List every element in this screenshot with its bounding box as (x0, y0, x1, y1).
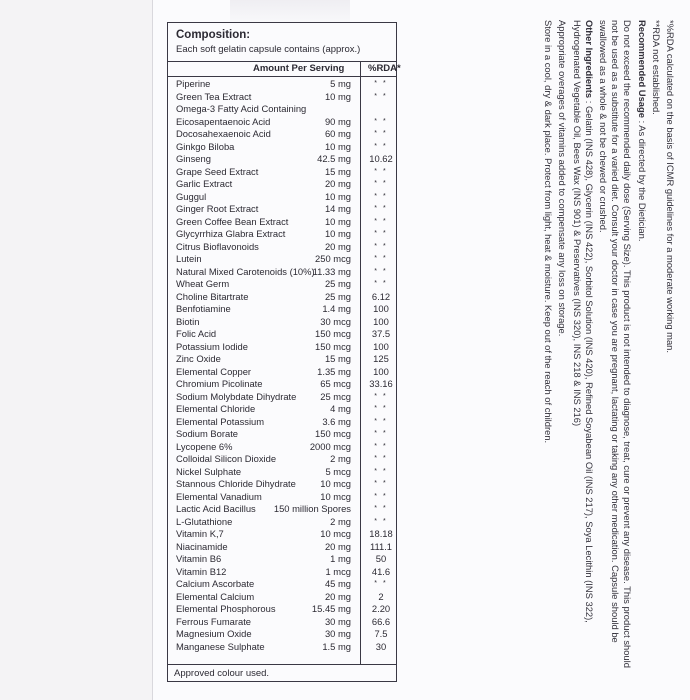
table-row (168, 566, 396, 579)
ingredient-amount: 90 mg (324, 115, 351, 127)
side-notes-area (408, 20, 676, 680)
ingredient-rows (168, 78, 396, 653)
ingredient-rda: 111.1 (369, 540, 393, 552)
ingredient-name: Potassium Iodide (176, 340, 248, 352)
ingredient-amount: 1.35 mg (317, 365, 351, 377)
table-row (168, 141, 396, 154)
usage-text: : As directed by the Dietician. (636, 120, 648, 242)
ingredient-name: Ginkgo Biloba (176, 140, 235, 152)
ingredient-name: Guggul (176, 190, 207, 202)
ingredient-rda: * * (374, 417, 388, 425)
table-row (168, 291, 396, 304)
ingredient-name: Folic Acid (176, 328, 217, 339)
storage-note: Store in a cool, dry & dark place. Protect from light, heat & moisture. Keep out of the reach of children. (543, 20, 555, 444)
recommended-usage (635, 20, 647, 680)
ingredient-rda: * * (374, 280, 388, 287)
ingredient-rda: * * (374, 80, 388, 87)
ingredient-name: Niacinamide (176, 540, 228, 552)
column-header-amount: Amount Per Serving (253, 63, 345, 74)
ingredient-name: Ginger Root Extract (176, 203, 259, 214)
ingredient-amount: 10 mg (324, 215, 351, 227)
ingredient-rda: 41.6 (371, 565, 391, 577)
ingredient-name: Grape Seed Extract (176, 165, 259, 177)
table-row (168, 353, 396, 366)
ingredient-rda: * * (374, 255, 388, 262)
ingredient-amount: 15 mg (324, 165, 351, 177)
table-row (168, 503, 396, 516)
ingredient-amount: 20 mg (324, 178, 351, 189)
ingredient-amount: 25 mcg (320, 390, 351, 402)
table-row (168, 403, 396, 416)
ingredient-amount: 20 mg (324, 590, 351, 602)
ingredient-rda: 100 (373, 315, 389, 327)
ingredient-rda: * * (374, 205, 388, 212)
other-ingredients-text: : Gelatin (INS 428), Glycerin (INS 422), Sorbitol Solution (INS 420), Refined Soyabean Oil (INS 217), Soya Lecithin (INS 322), Hydrogenated Vegetable Oil, Bees Wax (INS 901) & Preservatives (INS 320), INS 218 & INS 216) (571, 20, 595, 623)
ingredient-amount: 20 mg (324, 240, 351, 252)
usage-detail: Do not exceed the recommended daily dose (Serving Size). This product is not intended to diagnose, treat, cure or prevent any disease. This product should not be used as a substitute for a varied diet. Consult your doctor in case you are pregnant, lactating or taking any other medication. Capsule should be swallowed as a whole & not be chewed or crushed. (597, 20, 634, 668)
ingredient-amount: 2000 mcg (309, 440, 351, 452)
table-row (168, 366, 396, 379)
ingredient-amount: 20 mg (324, 540, 351, 552)
ingredient-name: Magnesium Oxide (176, 628, 252, 639)
ingredient-name: Colloidal Silicon Dioxide (176, 453, 277, 464)
ingredient-name: Lactic Acid Bacillus (176, 503, 256, 514)
ingredient-amount: 2 mg (330, 453, 351, 464)
ingredient-rda: 33.16 (369, 378, 393, 389)
footer-divider (168, 664, 396, 665)
ingredient-rda: * * (374, 142, 388, 150)
ingredient-name: Choline Bitartrate (176, 290, 249, 302)
table-row (168, 491, 396, 504)
table-row (168, 478, 396, 491)
ingredient-amount: 10 mg (324, 228, 351, 239)
ingredient-amount: 1 mg (330, 553, 351, 564)
composition-title: Composition: (176, 29, 251, 41)
composition-header (168, 23, 396, 62)
ingredient-amount: 5 mg (330, 78, 351, 89)
table-row (168, 178, 396, 191)
ingredient-name: Vitamin B6 (176, 553, 222, 564)
ingredient-amount: 150 mcg (315, 428, 351, 439)
ingredient-rda: * * (374, 242, 388, 250)
other-ingredients-label: Other Ingredients (583, 20, 595, 99)
table-row (168, 153, 396, 166)
ingredient-name: Elemental Phosphorous (176, 603, 276, 614)
table-row (168, 116, 396, 129)
ingredient-rda: * * (374, 192, 388, 200)
ingredient-name: Vitamin B12 (176, 565, 227, 577)
table-row (168, 278, 396, 291)
table-row (168, 241, 396, 254)
table-row (168, 166, 396, 179)
table-row (168, 553, 396, 566)
ingredient-amount: 15.45 mg (311, 603, 351, 614)
ingredient-name: Vitamin K,7 (176, 528, 224, 539)
ingredient-amount: 30 mg (324, 615, 351, 627)
table-row (168, 216, 396, 229)
ingredient-rda: * * (374, 92, 388, 100)
ingredient-name: Wheat Germ (176, 278, 230, 289)
table-row (168, 628, 396, 641)
ingredient-rda: * * (374, 167, 388, 175)
ingredient-name: Elemental Chloride (176, 403, 256, 414)
ingredient-amount: 10 mg (324, 90, 351, 102)
ingredient-amount: 30 mcg (320, 315, 351, 327)
ingredient-rda: * * (374, 442, 388, 450)
ingredient-amount: 150 million Spores (273, 503, 351, 514)
ingredient-name: Piperine (176, 78, 211, 89)
table-row (168, 391, 396, 404)
ingredient-name: Ferrous Fumarate (176, 615, 252, 627)
ingredient-amount: 1.5 mg (322, 640, 351, 652)
table-row (168, 603, 396, 616)
table-row (168, 91, 396, 104)
ingredient-name: Calcium Ascorbate (176, 578, 255, 589)
table-row (168, 441, 396, 454)
ingredient-rda: 125 (373, 353, 389, 364)
ingredient-rda: * * (374, 517, 388, 525)
table-row (168, 541, 396, 554)
table-row (168, 203, 396, 216)
table-row (168, 428, 396, 441)
header-divider (168, 76, 396, 77)
ingredient-rda: * * (374, 180, 388, 187)
ingredient-amount: 10 mcg (320, 490, 351, 502)
ingredient-name: Nickel Sulphate (176, 465, 242, 477)
table-row (168, 228, 396, 241)
ingredient-rda: * * (374, 267, 388, 275)
ingredient-rda: * * (374, 492, 388, 500)
ingredient-name: Sodium Borate (176, 428, 239, 439)
ingredient-name: Chromium Picolinate (176, 378, 263, 389)
ingredient-amount: 10 mcg (320, 478, 351, 489)
ingredient-amount: 14 mg (324, 203, 351, 214)
approved-colour-note: Approved colour used. (174, 668, 270, 679)
ingredient-rda: * * (374, 405, 388, 412)
ingredient-amount: 25 mg (324, 278, 351, 289)
ingredient-rda: 100 (373, 365, 389, 377)
ingredient-amount: 15 mg (324, 353, 351, 364)
ingredient-amount: 45 mg (324, 578, 351, 589)
ingredient-name: Elemental Vanadium (176, 490, 262, 502)
other-ingredients (570, 20, 594, 680)
ingredient-rda: * * (374, 455, 388, 462)
ingredient-name: L-Glutathione (176, 515, 233, 527)
ingredient-amount: 2 mg (330, 515, 351, 527)
ingredient-amount: 5 mcg (325, 465, 351, 477)
ingredient-name: Eicosapentaenoic Acid (176, 115, 271, 127)
ingredient-name: Zinc Oxide (176, 353, 221, 364)
table-row (168, 591, 396, 604)
usage-label: Recommended Usage (636, 20, 648, 118)
ingredient-name: Biotin (176, 315, 200, 327)
ingredient-rda: * * (374, 430, 388, 437)
ingredient-amount: 65 mcg (320, 378, 351, 389)
overages-note: Appropriate overages of vitamins added to compensate any loss on storage. (557, 20, 569, 337)
ingredient-rda: 100 (373, 340, 389, 352)
ingredient-rda: * * (374, 392, 388, 400)
rda-not-established-note: **RDA not established. (650, 20, 662, 115)
ingredient-name: Elemental Calcium (176, 590, 255, 602)
column-header-rda: %RDA* (368, 63, 401, 74)
ingredient-amount: 10 mg (324, 140, 351, 152)
ingredient-amount: 10 mg (324, 190, 351, 202)
ingredient-name: Natural Mixed Carotenoids (10%) (176, 265, 315, 277)
ingredient-rda: 100 (373, 303, 389, 314)
table-row (168, 466, 396, 479)
ingredient-name: Manganese Sulphate (176, 640, 265, 652)
ingredient-amount: 60 mg (324, 128, 351, 139)
ingredient-name: Benfotiamine (176, 303, 231, 314)
table-row (168, 616, 396, 629)
ingredient-name: Garlic Extract (176, 178, 233, 189)
table-row (168, 578, 396, 591)
ingredient-rda: 50 (375, 553, 387, 564)
ingredient-name: Elemental Potassium (176, 415, 265, 427)
ingredient-amount: 250 mcg (315, 253, 351, 264)
ingredient-rda: 10.62 (369, 153, 393, 164)
side-notes-rotated (408, 20, 676, 680)
ingredient-name: Ginseng (176, 153, 211, 164)
ingredient-rda: 2 (378, 590, 384, 602)
ingredient-name: Citrus Bioflavonoids (176, 240, 259, 252)
table-row (168, 641, 396, 654)
composition-table (167, 22, 401, 682)
composition-subtitle: Each soft gelatin capsule contains (approx.) (176, 44, 361, 55)
ingredient-amount: 10 mcg (320, 528, 351, 539)
ingredient-rda: * * (374, 117, 388, 125)
ingredient-amount: 1 mcg (325, 565, 351, 577)
ingredient-amount: 150 mcg (315, 328, 351, 339)
ingredient-rda: * * (374, 505, 388, 512)
ingredient-amount: 1.4 mg (322, 303, 351, 314)
ingredient-name: Docosahexaenoic Acid (176, 128, 271, 139)
ingredient-name: Green Tea Extract (176, 90, 252, 102)
ingredient-rda: * * (374, 480, 388, 487)
ingredient-rda: * * (374, 467, 388, 475)
table-row (168, 78, 396, 91)
table-row (168, 378, 396, 391)
ingredient-name: Omega-3 Fatty Acid Containing (176, 103, 307, 114)
ingredient-amount: 30 mg (324, 628, 351, 639)
ingredient-amount: 4 mg (330, 403, 351, 414)
ingredient-rda: 18.18 (369, 528, 393, 539)
ingredient-amount: 3.6 mg (322, 415, 351, 427)
table-row (168, 253, 396, 266)
table-row (168, 453, 396, 466)
table-row (168, 128, 396, 141)
table-row (168, 103, 396, 116)
table-row (168, 416, 396, 429)
ingredient-rda: 2.20 (371, 603, 391, 614)
ingredient-name: Green Coffee Bean Extract (176, 215, 289, 227)
ingredient-amount: 25 mg (324, 290, 351, 302)
ingredient-rda: 37.5 (371, 328, 391, 339)
ingredient-name: Sodium Molybdate Dihydrate (176, 390, 297, 402)
table-row (168, 266, 396, 279)
ingredient-rda: * * (374, 580, 388, 587)
ingredient-rda: 6.12 (371, 290, 391, 302)
ingredient-name: Stannous Chloride Dihydrate (176, 478, 296, 489)
ingredient-name: Glycyrrhiza Glabra Extract (176, 228, 286, 239)
table-row (168, 328, 396, 341)
ingredient-name: Lycopene 6% (176, 440, 233, 452)
ingredient-rda: 66.6 (371, 615, 391, 627)
table-row (168, 303, 396, 316)
ingredient-amount: 42.5 mg (317, 153, 351, 164)
table-row (168, 528, 396, 541)
ingredient-rda: * * (374, 130, 388, 137)
ingredient-rda: * * (374, 230, 388, 237)
table-row (168, 316, 396, 329)
table-row (168, 516, 396, 529)
ingredient-rda: 30 (375, 640, 387, 652)
ingredient-amount: 150 mcg (315, 340, 351, 352)
top-flap (230, 0, 350, 22)
rda-note: *%RDA calculated on the basis of ICMR guidelines for a moderate working man. (665, 20, 676, 353)
ingredient-amount: 11.33 mg (312, 265, 351, 277)
table-row (168, 191, 396, 204)
ingredient-name: Elemental Copper (176, 365, 252, 377)
ingredient-name: Lutein (176, 253, 202, 264)
table-row (168, 341, 396, 354)
ingredient-rda: 7.5 (374, 628, 388, 639)
ingredient-rda: * * (374, 217, 388, 225)
